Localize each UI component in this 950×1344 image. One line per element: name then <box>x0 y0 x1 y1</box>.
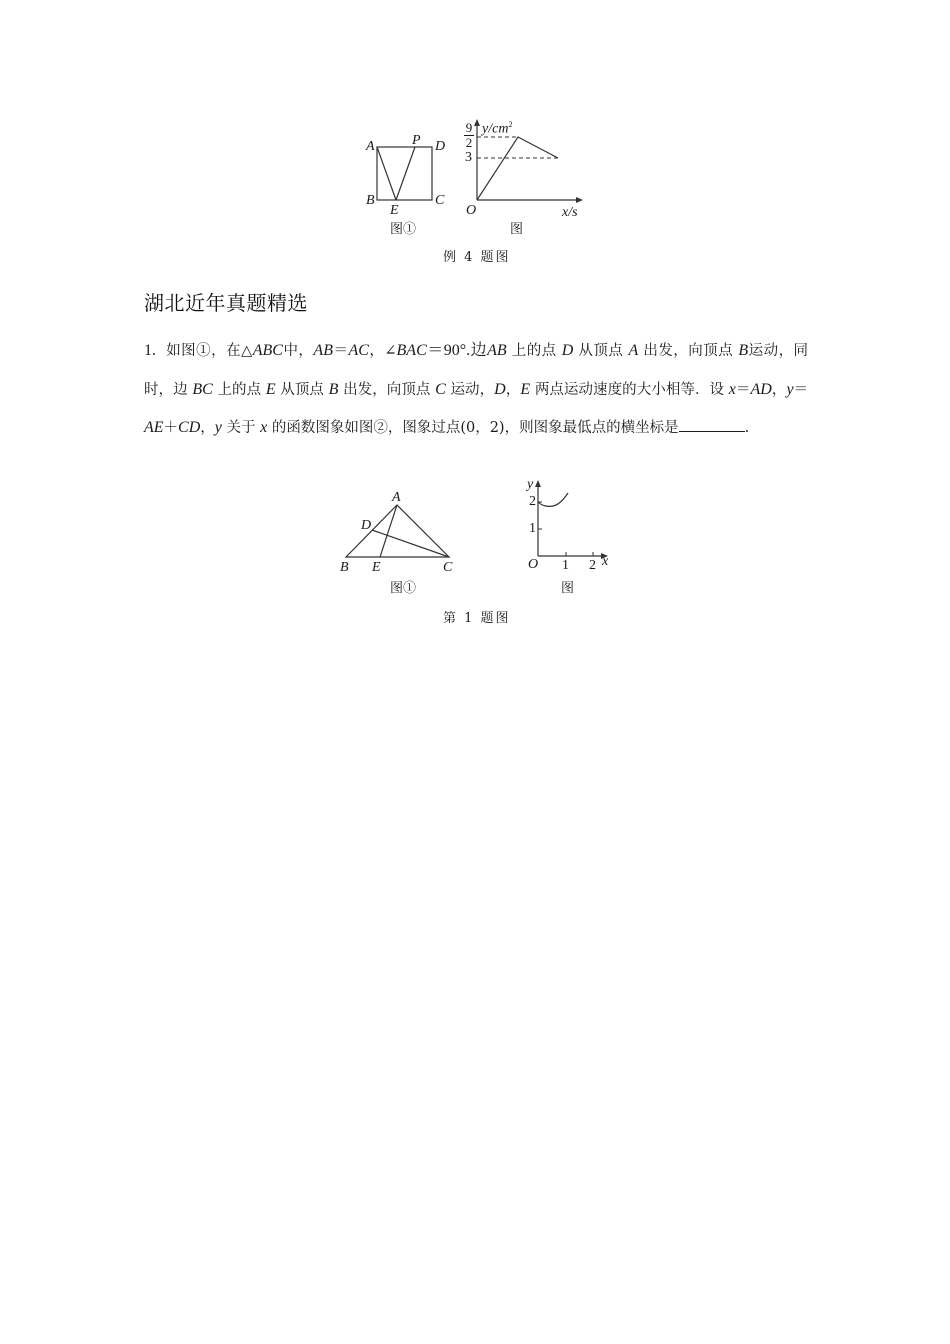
section-title: 湖北近年真题精选 <box>144 291 308 315</box>
segment-cd <box>372 530 449 557</box>
y-axis-label: y <box>527 477 534 492</box>
origin-label: O <box>466 203 477 218</box>
y-tick-9-over-2: 9 2 <box>465 120 473 150</box>
y-tick-label-2: 2 <box>529 494 536 509</box>
y-tick-label-1: 1 <box>529 521 536 536</box>
fig1-caption: 图① <box>390 222 417 237</box>
point-label-a: A <box>392 490 401 505</box>
problem1-caption: 第 1 题图 <box>443 611 511 626</box>
point-label-e: E <box>390 203 399 218</box>
fig1-caption: 图① <box>390 581 417 596</box>
point-label-e: E <box>372 560 381 575</box>
function-curve <box>538 493 568 506</box>
fig2-caption: 图 <box>510 222 524 237</box>
y-tick-3: 3 <box>465 150 472 165</box>
point-label-p: P <box>412 133 421 148</box>
x-tick-label-1: 1 <box>562 558 569 573</box>
point-label-d: D <box>435 139 446 154</box>
point-label-c: C <box>435 193 445 208</box>
y-axis-label: $y/cm^2$ <box>482 120 513 137</box>
y-axis-arrow-icon <box>535 480 541 487</box>
segment-ae <box>380 505 397 557</box>
x-tick-label-2: 2 <box>589 558 596 573</box>
fig2-caption: 图 <box>561 581 575 596</box>
point-label-b: B <box>366 193 375 208</box>
problem-1-text: 1. 如图①，在△ABC中，AB＝AC，∠BAC＝90°.边AB 上的点 D 从顶点 A 出发，向顶点 B运动，同时，边 BC 上的点 E 从顶点 B 出发，向顶点 C 运动，D，E 两点运动速度的大小相等．设 x＝AD，y＝AE＋CD，y 关于 x 的函数图象如图②，图象过点(0，2)，则图象最低点的横坐标是 . <box>144 342 809 436</box>
point-label-c: C <box>443 560 453 575</box>
origin-label: O <box>528 557 539 572</box>
point-label-a: A <box>366 139 375 154</box>
example4-caption: 例 4 题图 <box>443 250 511 265</box>
x-axis-label: x <box>602 554 609 569</box>
problem1-figure <box>0 0 950 640</box>
x-axis-label: x/s <box>562 205 578 220</box>
point-label-d: D <box>361 518 372 533</box>
problem1-figure-drawing <box>0 0 950 640</box>
point-label-b: B <box>340 560 349 575</box>
